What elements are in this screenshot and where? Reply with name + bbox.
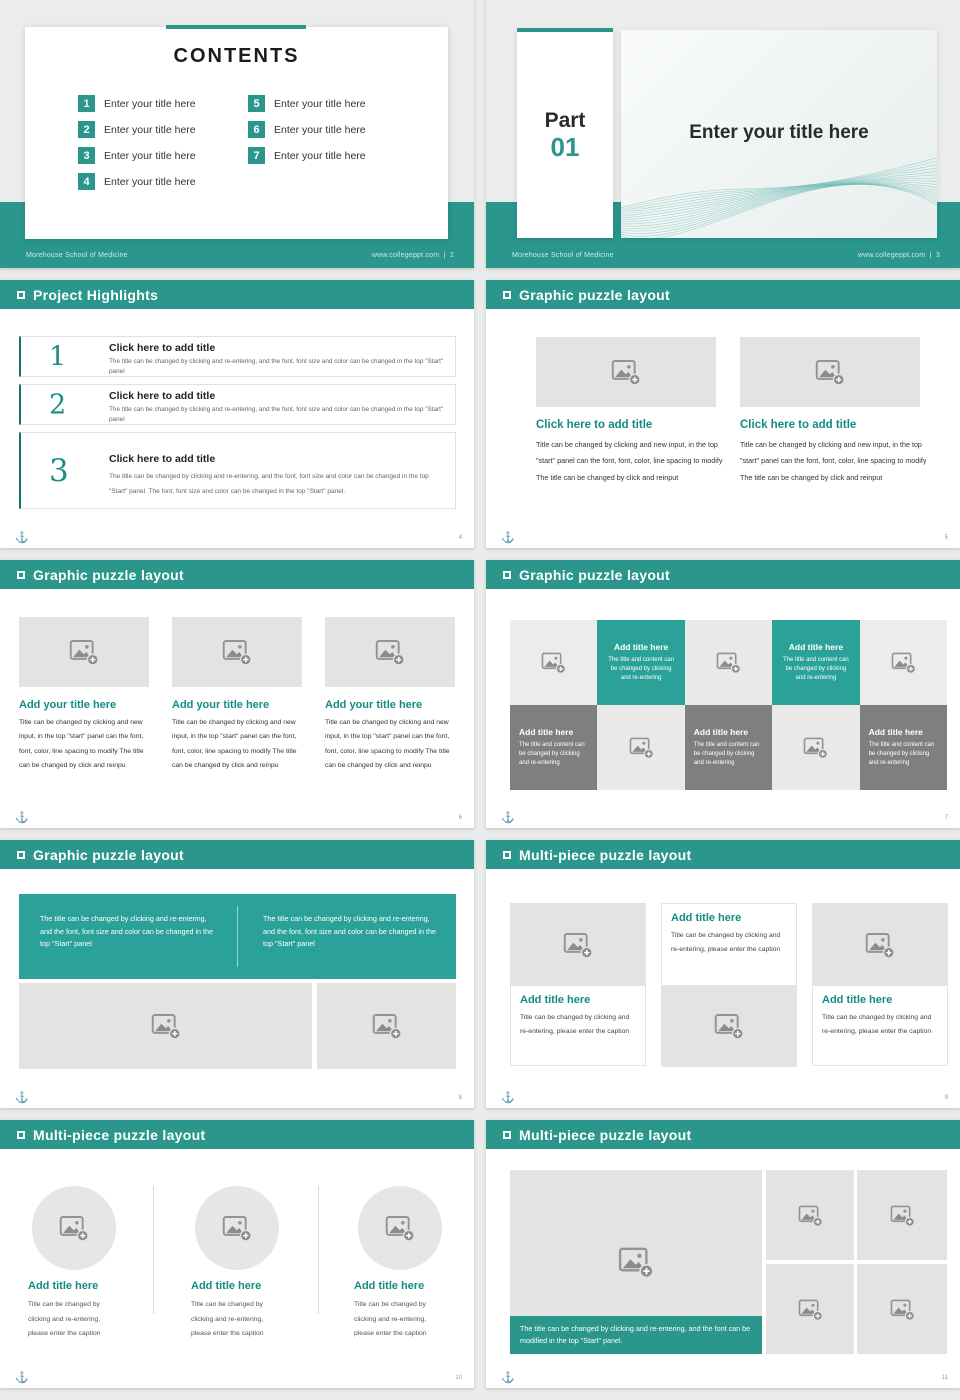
image-placeholder[interactable] bbox=[766, 1264, 854, 1354]
outlined-square-icon bbox=[17, 571, 25, 579]
add-image-icon bbox=[385, 1214, 415, 1242]
slide-header-bar bbox=[0, 1120, 474, 1149]
image-placeholder[interactable] bbox=[857, 1264, 947, 1354]
add-image-icon bbox=[865, 931, 895, 959]
part-title-panel bbox=[621, 30, 937, 238]
page-number: 6 bbox=[458, 815, 462, 821]
add-image-icon bbox=[891, 651, 916, 674]
slide-graphic-puzzle-2up[interactable] bbox=[486, 280, 960, 548]
image-placeholder[interactable] bbox=[317, 983, 456, 1069]
highlight-body: The title can be changed by clicking and re-entering, and the font, font size and color can be changed in the top "Start" panel bbox=[109, 406, 444, 423]
card-title: Add title here bbox=[191, 1280, 262, 1292]
toc-item[interactable] bbox=[78, 173, 196, 190]
card-title: Add title here bbox=[671, 912, 742, 924]
card-body: Title can be changed by clicking and re-entering, please enter the caption bbox=[822, 1014, 932, 1035]
add-image-icon bbox=[890, 1204, 915, 1227]
footer-page-number: 2 bbox=[449, 252, 454, 259]
column-divider bbox=[318, 1186, 319, 1314]
anchor-icon: ⚓ bbox=[501, 1372, 515, 1384]
toc-label: Enter your title here bbox=[104, 149, 196, 162]
card-body: Title can be changed by clicking and re-entering, please enter the caption bbox=[354, 1301, 427, 1337]
slide-graphic-puzzle-3up[interactable] bbox=[0, 560, 474, 828]
tile-body: The title and content can be changed by clicking and re-entering bbox=[608, 657, 674, 681]
slide-multipiece-cards[interactable] bbox=[486, 840, 960, 1108]
card-title: Click here to add title bbox=[740, 419, 857, 431]
slide-header-bar bbox=[486, 280, 960, 309]
footer-site-page: www.collegeppt.com | 3 bbox=[857, 252, 940, 259]
image-placeholder[interactable] bbox=[813, 904, 947, 986]
add-image-icon bbox=[151, 1012, 181, 1040]
add-image-icon bbox=[541, 651, 566, 674]
slide-graphic-puzzle-banner[interactable] bbox=[0, 840, 474, 1108]
image-placeholder[interactable] bbox=[172, 617, 302, 687]
contents-title: CONTENTS bbox=[173, 45, 300, 67]
card-title: Click here to add title bbox=[536, 419, 653, 431]
slide-header-title: Project Highlights bbox=[33, 286, 159, 303]
add-image-icon bbox=[375, 638, 405, 666]
puzzle-card[interactable] bbox=[812, 903, 948, 1066]
page-number: 4 bbox=[458, 535, 462, 541]
card-title: Add your title here bbox=[172, 699, 270, 711]
slide-header-bar bbox=[0, 840, 474, 869]
accent-line bbox=[517, 28, 613, 32]
outlined-square-icon bbox=[17, 851, 25, 859]
outlined-square-icon bbox=[503, 851, 511, 859]
footer-site-page: www.collegeppt.com | 2 bbox=[371, 252, 454, 259]
page-number: 9 bbox=[944, 1095, 948, 1101]
add-image-icon bbox=[372, 1012, 402, 1040]
part-label: Part bbox=[544, 108, 586, 132]
tile-title: Add title here bbox=[788, 642, 844, 653]
slide-header-bar bbox=[486, 840, 960, 869]
toc-label: Enter your title here bbox=[104, 175, 196, 188]
toc-item[interactable] bbox=[78, 121, 196, 138]
slide-header-bar bbox=[0, 280, 474, 309]
outlined-square-icon bbox=[503, 291, 511, 299]
highlight-title: Click here to add title bbox=[109, 342, 216, 354]
outlined-square-icon bbox=[503, 571, 511, 579]
cover-footer bbox=[26, 252, 454, 259]
toc-number-badge: 5 bbox=[248, 95, 265, 112]
toc-number-badge: 7 bbox=[248, 147, 265, 164]
card-body: Title can be changed by clicking and new input, in the top "start" panel can the font, font, color, line spacing to modify The title can be changed by click and reinpu bbox=[19, 719, 144, 770]
footer-page-number: 3 bbox=[935, 252, 940, 259]
puzzle-card[interactable] bbox=[510, 903, 646, 1066]
contents-card bbox=[25, 27, 448, 239]
page-number: 8 bbox=[458, 1095, 462, 1101]
slide-header-bar bbox=[486, 1120, 960, 1149]
image-placeholder[interactable] bbox=[857, 1170, 947, 1260]
image-placeholder[interactable] bbox=[325, 617, 455, 687]
card-body: Title can be changed by clicking and re-entering, please enter the caption bbox=[520, 1014, 630, 1035]
puzzle-grid bbox=[510, 620, 947, 790]
banner-divider bbox=[237, 906, 238, 967]
card-body: Title can be changed by clicking and new input, in the top "start" panel can the font, font, color, line spacing to modify The title can be changed by click and reinpu bbox=[325, 719, 450, 770]
column-divider bbox=[153, 1186, 154, 1314]
tile-body: The title and content can be changed by clicking and re-entering bbox=[693, 742, 760, 766]
outlined-square-icon bbox=[17, 291, 25, 299]
toc-item[interactable] bbox=[248, 121, 366, 138]
image-placeholder[interactable] bbox=[662, 985, 796, 1067]
slide-header-title: Graphic puzzle layout bbox=[33, 566, 184, 583]
card-body: Title can be changed by clicking and new input, in the top "start" panel can the font, font, color, line spacing to modify The title can be changed by click and reinpu bbox=[172, 719, 297, 770]
anchor-icon: ⚓ bbox=[15, 1372, 29, 1384]
slide-multipiece-circles[interactable] bbox=[0, 1120, 474, 1388]
slide-header-bar bbox=[0, 560, 474, 589]
image-placeholder[interactable] bbox=[536, 337, 716, 407]
slide-header-title: Graphic puzzle layout bbox=[519, 286, 670, 303]
anchor-icon: ⚓ bbox=[15, 532, 29, 544]
toc-item[interactable] bbox=[248, 147, 366, 164]
image-placeholder-circle[interactable] bbox=[195, 1186, 279, 1270]
toc-label: Enter your title here bbox=[104, 97, 196, 110]
add-image-icon bbox=[59, 1214, 89, 1242]
image-placeholder[interactable] bbox=[772, 705, 859, 790]
toc-number-badge: 6 bbox=[248, 121, 265, 138]
slide-header-title: Multi-piece puzzle layout bbox=[519, 846, 692, 863]
slide-header-title: Multi-piece puzzle layout bbox=[519, 1126, 692, 1143]
cover-footer bbox=[512, 252, 940, 259]
add-image-icon bbox=[69, 638, 99, 666]
image-placeholder-circle[interactable] bbox=[358, 1186, 442, 1270]
card-title: Add title here bbox=[520, 994, 591, 1006]
image-placeholder-circle[interactable] bbox=[32, 1186, 116, 1270]
card-title: Add your title here bbox=[325, 699, 423, 711]
highlight-body: The title can be changed by clicking and re-entering, and the font, font size and color can be changed in the top "Start" panel. The font, font size and color can be changed in the top "Start" panel. bbox=[109, 473, 429, 495]
toc-label: Enter your title here bbox=[274, 123, 366, 136]
banner-text: The title can be changed by clicking and re-entering, and the font, font size and color can be changed in the top "Start" panel bbox=[40, 914, 214, 948]
page-number: 5 bbox=[944, 535, 948, 541]
add-image-icon bbox=[222, 1214, 252, 1242]
card-body: Title can be changed by clicking and re-entering, please enter the caption bbox=[28, 1301, 101, 1337]
highlight-body: The title can be changed by clicking and re-entering, and the font, font size and color can be changed in the top "Start" panel bbox=[109, 358, 444, 375]
tile-body: The title and content can be changed by clicking and re-entering bbox=[868, 742, 935, 766]
add-image-icon bbox=[798, 1204, 823, 1227]
add-image-icon bbox=[618, 1245, 654, 1279]
card-body: Title can be changed by clicking and new input, in the top "start" panel can the font, font, color, line spacing to modify The title can be changed by click and reinput bbox=[536, 440, 723, 482]
caption-banner: The title can be changed by clicking and re-entering, and the font can be modified in the top "Start" panel. bbox=[510, 1316, 762, 1354]
image-placeholder[interactable] bbox=[685, 620, 772, 705]
toc-item[interactable] bbox=[78, 95, 196, 112]
tile-title: Add title here bbox=[519, 727, 574, 738]
add-image-icon bbox=[222, 638, 252, 666]
slide-header-title: Graphic puzzle layout bbox=[519, 566, 670, 583]
image-placeholder[interactable] bbox=[740, 337, 920, 407]
image-placeholder[interactable] bbox=[511, 904, 645, 986]
highlight-row[interactable] bbox=[19, 384, 456, 425]
card-body: Title can be changed by clicking and re-entering, please enter the caption bbox=[671, 932, 781, 953]
slide-project-highlights[interactable] bbox=[0, 280, 474, 548]
tile-title: Add title here bbox=[613, 642, 669, 653]
add-image-icon bbox=[611, 358, 641, 386]
image-placeholder[interactable] bbox=[597, 705, 684, 790]
add-image-icon bbox=[815, 358, 845, 386]
slide-part-divider[interactable] bbox=[486, 0, 960, 268]
anchor-icon: ⚓ bbox=[501, 812, 515, 824]
part-title: Enter your title here bbox=[689, 122, 869, 143]
highlight-number: 1 bbox=[49, 341, 67, 372]
toc-number-badge: 1 bbox=[78, 95, 95, 112]
slide-header-title: Graphic puzzle layout bbox=[33, 846, 184, 863]
text-tile[interactable] bbox=[860, 705, 947, 790]
teal-text-banner[interactable] bbox=[19, 894, 456, 979]
toc-label: Enter your title here bbox=[274, 149, 366, 162]
image-placeholder[interactable] bbox=[19, 617, 149, 687]
slide-graphic-puzzle-grid[interactable] bbox=[486, 560, 960, 828]
toc-item[interactable] bbox=[248, 95, 366, 112]
image-placeholder[interactable] bbox=[510, 620, 597, 705]
text-tile[interactable] bbox=[510, 705, 597, 790]
anchor-icon: ⚓ bbox=[15, 812, 29, 824]
page-number: 11 bbox=[941, 1375, 948, 1381]
highlight-number: 3 bbox=[49, 452, 69, 489]
toc-item[interactable] bbox=[78, 147, 196, 164]
toc-number-badge: 2 bbox=[78, 121, 95, 138]
text-tile[interactable] bbox=[772, 620, 859, 705]
image-placeholder[interactable] bbox=[860, 620, 947, 705]
slide-contents[interactable] bbox=[0, 0, 474, 268]
toc-number-badge: 3 bbox=[78, 147, 95, 164]
highlight-row[interactable] bbox=[19, 336, 456, 377]
anchor-icon: ⚓ bbox=[501, 1092, 515, 1104]
page-number: 10 bbox=[455, 1375, 462, 1381]
image-placeholder[interactable] bbox=[766, 1170, 854, 1260]
tile-title: Add title here bbox=[868, 727, 923, 738]
tile-body: The title and content can be changed by clicking and re-entering bbox=[519, 742, 585, 766]
banner-text: The title can be changed by clicking and re-entering, and the font, font size and color can be changed in the top "Start" panel bbox=[263, 914, 437, 948]
highlight-number: 2 bbox=[49, 389, 67, 420]
slide-header-bar bbox=[486, 560, 960, 589]
add-image-icon bbox=[803, 736, 828, 759]
outlined-square-icon bbox=[17, 1131, 25, 1139]
slide-multipiece-bigpicture[interactable] bbox=[486, 1120, 960, 1388]
accent-line bbox=[166, 25, 306, 29]
add-image-icon bbox=[563, 931, 593, 959]
puzzle-card[interactable] bbox=[661, 903, 797, 1066]
image-placeholder[interactable] bbox=[19, 983, 312, 1069]
card-title: Add title here bbox=[822, 994, 893, 1006]
anchor-icon: ⚓ bbox=[501, 532, 515, 544]
card-body: Title can be changed by clicking and re-entering, please enter the caption bbox=[191, 1301, 264, 1337]
toc-label: Enter your title here bbox=[104, 123, 196, 136]
toc-label: Enter your title here bbox=[274, 97, 366, 110]
add-image-icon bbox=[714, 1012, 744, 1040]
highlight-title: Click here to add title bbox=[109, 390, 216, 402]
add-image-icon bbox=[890, 1298, 915, 1321]
highlight-row[interactable] bbox=[19, 432, 456, 509]
highlight-title: Click here to add title bbox=[109, 453, 216, 465]
page-number: 7 bbox=[944, 815, 948, 821]
add-image-icon bbox=[716, 651, 741, 674]
text-tile[interactable] bbox=[685, 705, 772, 790]
card-title: Add your title here bbox=[19, 699, 117, 711]
footer-organization: Morehouse School of Medicine bbox=[512, 252, 614, 259]
tile-body: The title and content can be changed by clicking and re-entering bbox=[783, 657, 849, 681]
tile-title: Add title here bbox=[693, 727, 749, 738]
toc-number-badge: 4 bbox=[78, 173, 95, 190]
card-title: Add title here bbox=[28, 1280, 99, 1292]
slide-header-title: Multi-piece puzzle layout bbox=[33, 1126, 206, 1143]
text-tile[interactable] bbox=[597, 620, 684, 705]
outlined-square-icon bbox=[503, 1131, 511, 1139]
add-image-icon bbox=[798, 1298, 823, 1321]
footer-organization: Morehouse School of Medicine bbox=[26, 252, 128, 259]
part-card bbox=[517, 30, 613, 238]
card-title: Add title here bbox=[354, 1280, 425, 1292]
add-image-icon bbox=[629, 736, 654, 759]
part-number: 01 bbox=[550, 131, 580, 162]
anchor-icon: ⚓ bbox=[15, 1092, 29, 1104]
card-body: Title can be changed by clicking and new input, in the top "start" panel can the font, font, color, line spacing to modify The title can be changed by click and reinput bbox=[740, 440, 927, 482]
